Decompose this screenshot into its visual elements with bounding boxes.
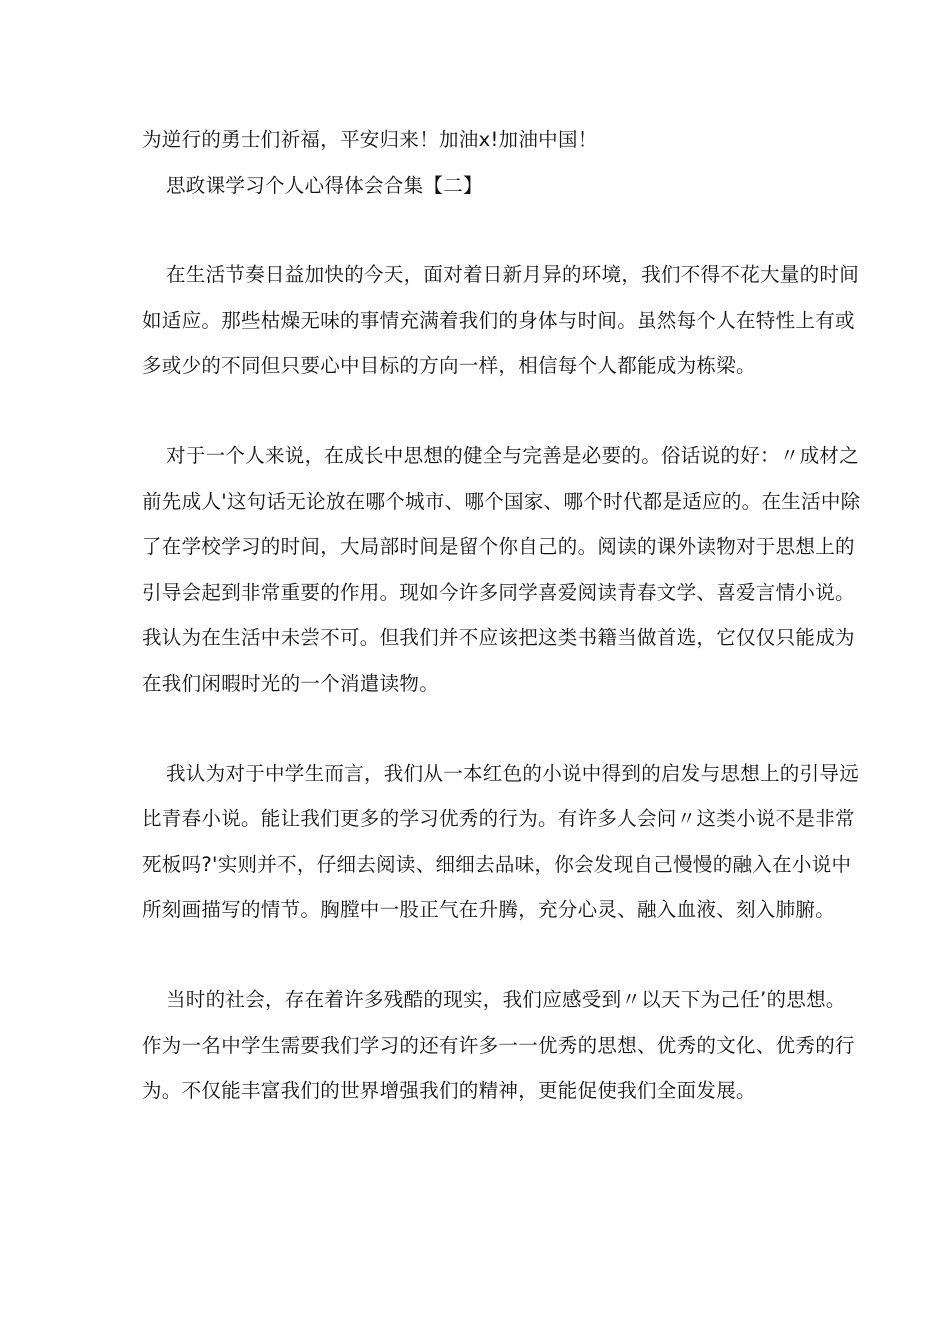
paragraph-2-line-4: 引导会起到非常重要的作用。现如今许多同学喜爱阅读青春文学、喜爱言情小说。 xyxy=(142,581,855,604)
paragraph-3-line-3: 死板吗?'实则并不，仔细去阅读、细细去品味，你会发现自己慢慢的融入在小说中 xyxy=(142,853,852,876)
paragraph-1-line-2: 如适应。那些枯燥无味的事情充满着我们的身体与时间。虽然每个人在特性上有或 xyxy=(142,309,855,332)
paragraph-2-line-3: 了在学校学习的时间，大局部时间是留个你自己的。阅读的课外读物对于思想上的 xyxy=(142,535,855,558)
paragraph-3-line-4: 所刻画描写的情节。胸膛中一股正气在升腾，充分心灵、融入血液、刻入肺腑。 xyxy=(142,898,836,921)
paragraph-4-line-2: 作为一名中学生需要我们学习的还有许多一一优秀的思想、优秀的文化、优秀的行 xyxy=(142,1034,855,1057)
paragraph-2-line-2: 前先成人'这句话无论放在哪个城市、哪个国家、哪个时代都是适应的。在生活中除 xyxy=(142,490,861,513)
paragraph-1-line-3: 多或少的不同但只要心中目标的方向一样，相信每个人都能成为栋梁。 xyxy=(142,354,756,377)
paragraph-3-line-1: 我认为对于中学生而言，我们从一本红色的小说中得到的启发与思想上的引导远 xyxy=(166,762,860,785)
section-title: 思政课学习个人心得体会合集【二】 xyxy=(166,174,483,197)
paragraph-2-line-5: 我认为在生活中未尝不可。但我们并不应该把这类书籍当做首选，它仅仅只能成为 xyxy=(142,626,855,649)
paragraph-2-line-1: 对于一个人来说，在成长中思想的健全与完善是必要的。俗话说的好：〃成材之 xyxy=(166,444,860,467)
paragraph-4-line-1: 当时的社会，存在着许多残酷的现实，我们应感受到〃以天下为己任’的思想。 xyxy=(166,988,846,1011)
paragraph-4-line-3: 为。不仅能丰富我们的世界增强我们的精神，更能促使我们全面发展。 xyxy=(142,1079,756,1102)
paragraph-3-line-2: 比青春小说。能让我们更多的学习优秀的行为。有许多人会问〃这类小说不是非常 xyxy=(142,807,855,830)
paragraph-1-line-1: 在生活节奏日益加快的今天，面对着日新月异的环境，我们不得不花大量的时间 xyxy=(166,263,860,286)
paragraph-2-line-6: 在我们闲暇时光的一个消遣读物。 xyxy=(142,672,440,695)
closing-line: 为逆行的勇士们祈福，平安归来！加油x!加油中国！ xyxy=(142,128,598,151)
